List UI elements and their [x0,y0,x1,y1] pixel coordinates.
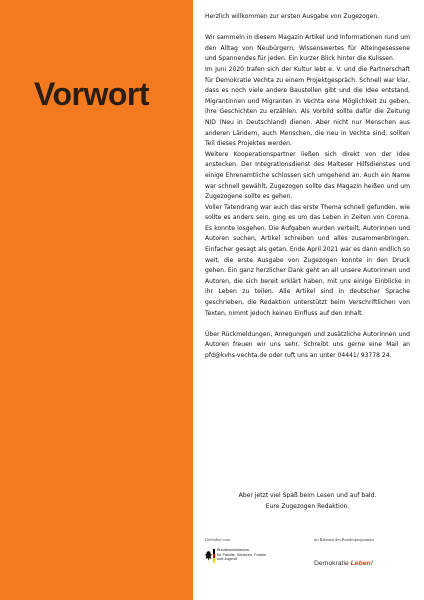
ministry-name: Bundesministerium für Familie, Senioren, Frauen und Jugend [217,548,267,562]
page-heading: Vorwort [34,76,150,112]
logo-word-demokratie: Demokratie [314,560,349,567]
funded-by-label: Gefördert vom [205,537,231,542]
paragraph-contact: Über Rückmeldungen, Anregungen und zusätzliche Autorinnen und Autoren freuen wir uns sehr. Schreibt uns gerne eine Mail an pfd@kvhs-vechta.de oder ruft uns an unter 04441/ 93778 24. [205,330,410,359]
paragraph-welcome: Herzlich willkommen zur ersten Ausgabe von Zugezogen. [205,13,380,20]
paragraph-first-issue: Voller Tatendrang war auch das erste Thema schnell gefunden, wie sollte es anders sein, ging es um das Leben in Zeiten von Corona. Es konnte losgehen. Die Aufgaben wurden verteilt, Autorinnen und Autoren suchen, Artikel schreiben und alles zusammenbringen. Einfacher gesagt als getan. Ende April 2021 war es dann endlich so weit, die erste Ausgabe von Zugezogen konnte in den Druck gehen. Ein ganz herzlicher Dank geht an all unsere Autorinnen und Autoren, die sich bereit erklärt haben, mit uns einige Einblicke in ihr Leben zu teilen. Alle Artikel sind in deutscher Sprache geschrieben, die Redaktion unterstützt beim Verschriftlichen von Texten, nimmt jedoch keinen Einfluss auf den Inhalt. [205,203,410,317]
demokratie-leben-logo [314,560,373,567]
logo-word-leben: Leben [350,560,371,567]
paragraph-partners: Weitere Kooperationspartner ließen sich direkt von der Idee anstecken. Der Integrationsdienst des Malteser Hilfsdienstes und einige Ehrenamtliche schlossen sich umgehend an. Auch ein Name war schnell gewählt, Zugezogen sollte das Magazin heißen und um Zugezogene sollte es gehen. [205,150,410,201]
closing-note [205,491,410,512]
foreword-text [205,12,410,362]
closing-line-1: Aber jetzt viel Spaß beim Lesen und auf bald. [238,492,377,499]
german-flag-icon [213,549,215,563]
federal-eagle-icon [205,550,212,562]
logo-exclamation: ! [370,560,373,567]
program-label: im Rahmen des Bundesprogramms [314,537,375,542]
paragraph-intro: Wir sammeln in diesem Magazin Artikel und Informationen rund um den Alltag von Neubürgern, Wissenswertes für Alteingesessene und Spannendes für jeden. Ein kurzer Blick hinter die Kulissen. [205,34,410,63]
paragraph-origin: Im Juni 2020 trafen sich der Kultur lebt e. V. und die Partnerschaft für Demokratie Vechta zu einem Projektgespräch. Schnell war klar, dass es noch viele andere Baustellen gibt und die Idee entstand, Migrantinnen und Migranten in Vechta eine Möglichkeit zu geben, ihre Geschichten zu erzählen. Als Vorbild sollte dafür die Zeitung NID (Neu in Deutschland) dienen. Aber nicht nur Menschen aus anderen Ländern, auch Menschen, die neu in Vechta sind, sollten Teil dieses Projektes werden. [205,65,410,148]
closing-line-2: Eure Zugezogen Redaktion. [265,502,350,510]
ministry-logo [205,548,309,576]
